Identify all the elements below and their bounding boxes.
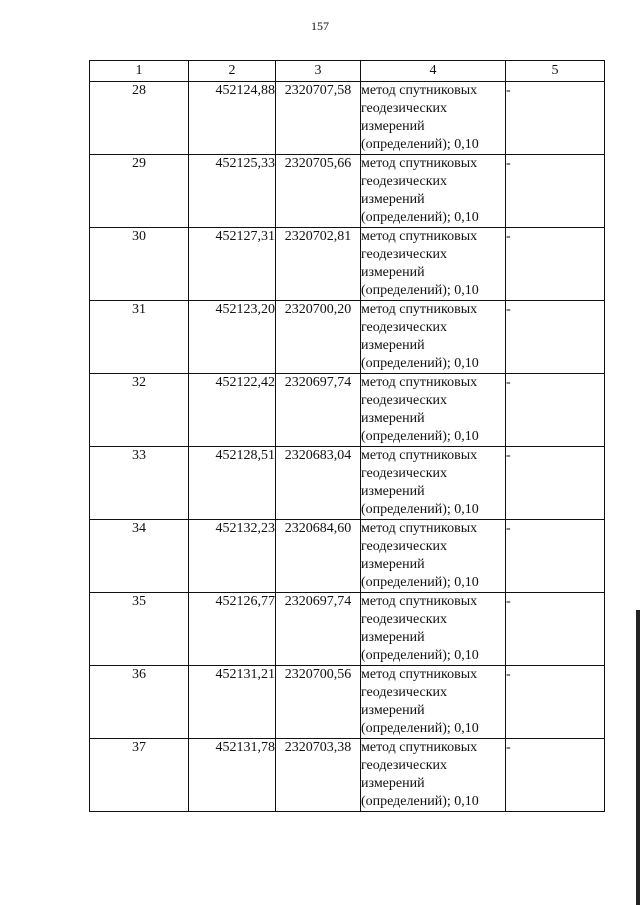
column-header-3: 3 [276,61,361,82]
y-coordinate-cell: 2320702,81 [276,228,361,301]
method-cell: метод спутниковых геодезических измерений (определений); 0,10 [361,301,506,374]
column-header-1: 1 [90,61,189,82]
coordinates-table [89,60,605,812]
y-coordinate-cell: 2320683,04 [276,447,361,520]
table-row [90,739,605,812]
table-row [90,374,605,447]
method-cell: метод спутниковых геодезических измерений (определений); 0,10 [361,82,506,155]
y-coordinate-cell: 2320697,74 [276,593,361,666]
method-cell: метод спутниковых геодезических измерений (определений); 0,10 [361,228,506,301]
column-header-2: 2 [189,61,276,82]
method-cell: метод спутниковых геодезических измерений (определений); 0,10 [361,374,506,447]
point-number-cell: 33 [90,447,189,520]
table-row [90,593,605,666]
column-header-5: 5 [506,61,605,82]
x-coordinate-cell: 452128,51 [189,447,276,520]
note-cell: - [506,82,605,155]
x-coordinate-cell: 452132,23 [189,520,276,593]
note-cell: - [506,301,605,374]
point-number-cell: 34 [90,520,189,593]
column-header-4: 4 [361,61,506,82]
method-cell: метод спутниковых геодезических измерений (определений); 0,10 [361,593,506,666]
y-coordinate-cell: 2320700,56 [276,666,361,739]
note-cell: - [506,447,605,520]
note-cell: - [506,593,605,666]
y-coordinate-cell: 2320684,60 [276,520,361,593]
method-cell: метод спутниковых геодезических измерений (определений); 0,10 [361,739,506,812]
x-coordinate-cell: 452131,78 [189,739,276,812]
note-cell: - [506,739,605,812]
table-row [90,447,605,520]
x-coordinate-cell: 452125,33 [189,155,276,228]
x-coordinate-cell: 452122,42 [189,374,276,447]
point-number-cell: 30 [90,228,189,301]
table-header [90,61,605,82]
y-coordinate-cell: 2320703,38 [276,739,361,812]
table-row [90,155,605,228]
scan-edge-mark [636,610,640,905]
method-cell: метод спутниковых геодезических измерений (определений); 0,10 [361,155,506,228]
x-coordinate-cell: 452131,21 [189,666,276,739]
x-coordinate-cell: 452126,77 [189,593,276,666]
note-cell: - [506,228,605,301]
method-cell: метод спутниковых геодезических измерений (определений); 0,10 [361,666,506,739]
point-number-cell: 35 [90,593,189,666]
y-coordinate-cell: 2320700,20 [276,301,361,374]
note-cell: - [506,374,605,447]
header-row [90,61,605,82]
table-row [90,82,605,155]
point-number-cell: 29 [90,155,189,228]
y-coordinate-cell: 2320707,58 [276,82,361,155]
point-number-cell: 37 [90,739,189,812]
table-row [90,520,605,593]
table-row [90,228,605,301]
point-number-cell: 32 [90,374,189,447]
table-row [90,301,605,374]
y-coordinate-cell: 2320697,74 [276,374,361,447]
page-number: 157 [311,19,329,33]
method-cell: метод спутниковых геодезических измерений (определений); 0,10 [361,447,506,520]
note-cell: - [506,666,605,739]
note-cell: - [506,520,605,593]
table-body [90,82,605,812]
table-row [90,666,605,739]
x-coordinate-cell: 452123,20 [189,301,276,374]
point-number-cell: 36 [90,666,189,739]
note-cell: - [506,155,605,228]
x-coordinate-cell: 452127,31 [189,228,276,301]
point-number-cell: 31 [90,301,189,374]
method-cell: метод спутниковых геодезических измерений (определений); 0,10 [361,520,506,593]
point-number-cell: 28 [90,82,189,155]
x-coordinate-cell: 452124,88 [189,82,276,155]
y-coordinate-cell: 2320705,66 [276,155,361,228]
